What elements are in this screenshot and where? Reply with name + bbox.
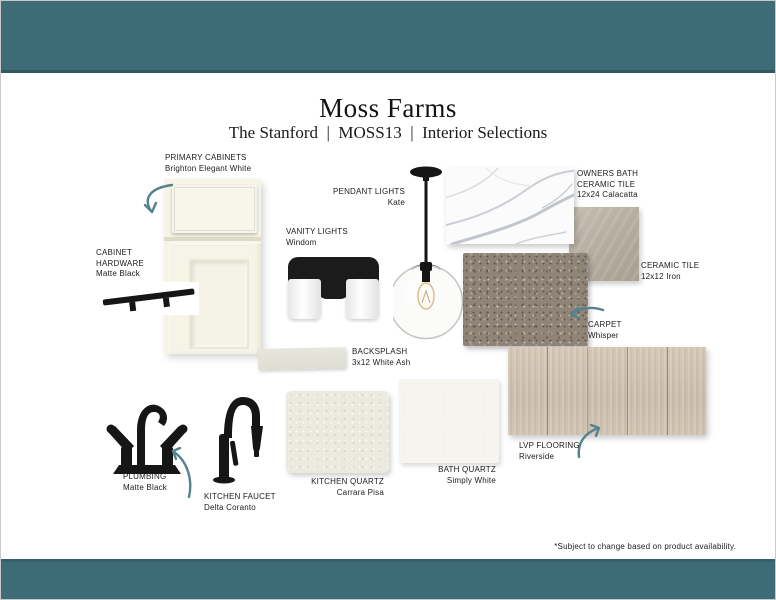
plumbing-arrow-icon — [165, 447, 193, 499]
owners-bath-tile-name: OWNERS BATH CERAMIC TILE — [577, 169, 639, 189]
ceramic-tile-label — [641, 261, 699, 282]
backsplash-value: 3x12 White Ash — [352, 357, 411, 367]
page-subtitle: The Stanford | MOSS13 | Interior Selections — [228, 123, 548, 142]
kitchen-faucet-name: KITCHEN FAUCET — [204, 492, 276, 501]
carpet-value: Whisper — [588, 330, 619, 340]
carpet-name: CARPET — [588, 320, 622, 329]
kitchen-quartz-sample — [286, 391, 389, 473]
cabinet-hardware-name: CABINET HARDWARE — [96, 248, 144, 268]
plumbing-label — [123, 472, 167, 493]
ceramic-tile-name: CERAMIC TILE — [641, 261, 700, 270]
owners-bath-tile-sample — [446, 168, 574, 244]
backsplash-name: BACKSPLASH — [352, 347, 408, 356]
marble-veins-icon — [446, 168, 574, 244]
primary-cabinets-value: Brighton Elegant White — [165, 163, 252, 173]
vanity-lights-value: Windom — [286, 237, 317, 247]
bath-quartz-value: Simply White — [446, 475, 496, 485]
owners-bath-tile-value: 12x24 Calacatta — [577, 190, 638, 200]
pendant-lights-value: Kate — [387, 197, 405, 207]
primary-cabinets-arrow-icon — [142, 182, 182, 220]
cabinet-hardware-sample — [99, 282, 199, 315]
lvp-flooring-label — [519, 441, 580, 462]
cabinet-hardware-label — [96, 248, 154, 280]
plumbing-value: Matte Black — [123, 482, 167, 492]
bottom-accent-bar — [1, 559, 775, 599]
vanity-light-sample — [288, 257, 379, 319]
ceramic-tile-value: 12x12 Iron — [641, 271, 681, 281]
pendant-lights-label — [323, 187, 405, 208]
availability-footnote: *Subject to change based on product availability. — [554, 542, 736, 551]
kitchen-quartz-value: Carrara Pisa — [336, 487, 384, 497]
kitchen-faucet-label — [204, 492, 276, 513]
top-accent-bar — [1, 1, 775, 73]
bar-pull-icon — [99, 282, 199, 315]
vanity-shade-right — [346, 279, 379, 319]
primary-cabinets-label — [165, 153, 251, 174]
backsplash-sample — [258, 347, 346, 370]
bath-quartz-label — [396, 465, 496, 486]
plumbing-name: PLUMBING — [123, 472, 167, 481]
vanity-lights-name: VANITY LIGHTS — [286, 227, 348, 236]
lvp-flooring-name: LVP FLOORING — [519, 441, 580, 450]
lvp-flooring-value: Riverside — [519, 451, 555, 461]
owners-bath-tile-label — [577, 169, 639, 201]
bath-quartz-name: BATH QUARTZ — [438, 465, 496, 474]
vanity-shade-left — [288, 279, 321, 319]
carpet-label — [588, 320, 622, 341]
cabinet-hardware-value: Matte Black — [96, 269, 140, 279]
primary-cabinets-name: PRIMARY CABINETS — [165, 153, 247, 162]
page-title: Moss Farms — [319, 93, 457, 123]
cabinet-gap-shadow — [164, 237, 261, 241]
vanity-lights-label — [286, 227, 348, 248]
kitchen-quartz-label — [284, 477, 384, 498]
kitchen-faucet-sample — [205, 386, 267, 484]
pendant-lights-name: PENDANT LIGHTS — [333, 187, 405, 196]
bath-quartz-sample — [399, 379, 499, 463]
backsplash-label — [352, 347, 410, 368]
cabinet-drawer-front — [172, 185, 257, 233]
kitchen-quartz-name: KITCHEN QUARTZ — [311, 477, 384, 486]
carpet-sample — [463, 253, 588, 346]
kitchen-faucet-value: Delta Coranto — [204, 502, 256, 512]
lvp-flooring-sample — [508, 347, 706, 435]
